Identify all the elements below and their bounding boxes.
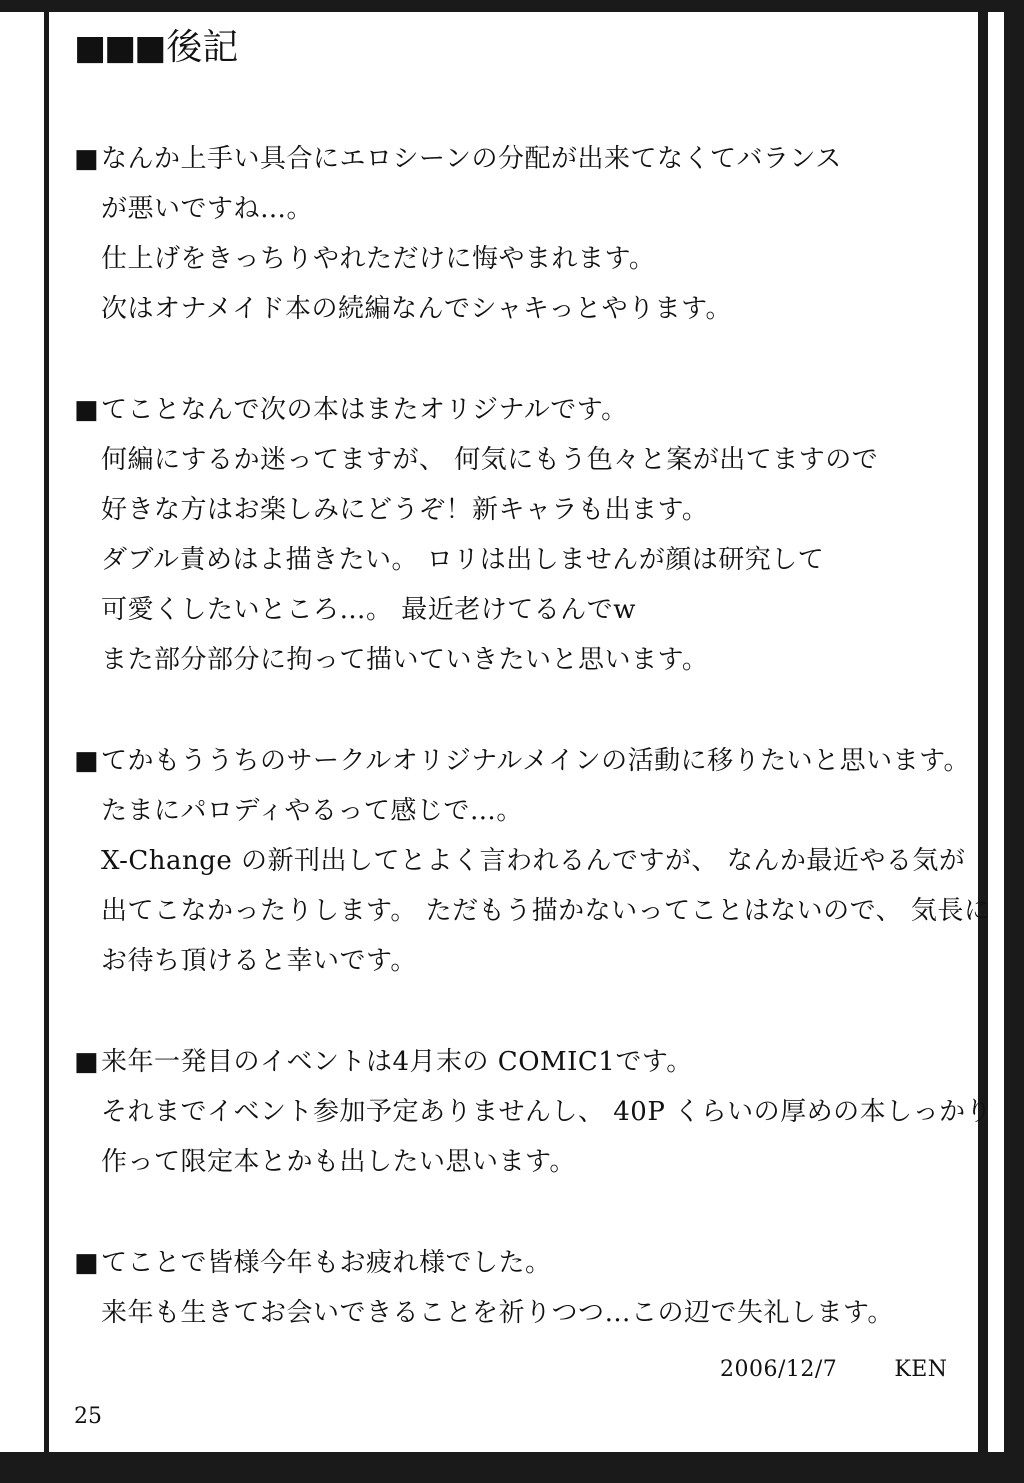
line-text: なんか上手い具合にエロシーンの分配が出来てなくてバランス [101,144,842,174]
paragraph [74,134,974,334]
paragraph-line: 好きな方はお楽しみにどうぞ！新キャラも出ます。 [101,495,709,525]
bullet-square: ■ [74,746,100,776]
page-title [74,24,238,72]
title-text: 後記 [166,27,239,68]
paragraph-line: ダブル責めはよ描きたい。 ロリは出しませんが顔は研究して [101,545,825,575]
bullet-square: ■ [74,395,100,425]
paragraph-line: X-Change の新刊出してとよく言われるんですが、 なんか最近やる気が [101,846,966,876]
page-border-left [44,12,49,1452]
page-border-right [978,12,988,1452]
signature-author: KEN [894,1357,948,1382]
bullet-square: ■ [74,144,100,174]
paragraph-line [74,1238,974,1288]
paragraph-line [74,385,974,435]
paragraph [74,385,974,685]
paragraph-line [74,736,974,786]
paragraph-line: 可愛くしたいところ…。 最近老けてるんでw [101,595,637,625]
page-border-top [0,0,1024,12]
paragraph-line: 次はオナメイド本の続編なんでシャキっとやります。 [101,294,733,324]
paragraph-line: が悪いですね…。 [101,194,314,224]
page-border-bottom [0,1452,1024,1483]
paragraph-line: また部分部分に拘って描いていきたいと思います。 [101,645,709,675]
title-squares: ■■■ [74,28,165,68]
signature-date: 2006/12/7 [720,1357,838,1382]
bullet-square: ■ [74,1248,100,1278]
signature [720,1354,948,1386]
page-number: 25 [74,1404,102,1429]
line-text: てかもううちのサークルオリジナルメインの活動に移りたいと思います。 [101,746,971,776]
paragraph-line: 来年も生きてお会いできることを祈りつつ…この辺で失礼します。 [101,1298,894,1328]
paragraph [74,1238,974,1338]
paragraph-line [74,1037,974,1087]
page-border-right-outer [1004,12,1024,1452]
paragraph-line: お待ち頂けると幸いです。 [101,946,417,976]
paragraph [74,1037,993,1187]
paragraph-line: 何編にするか迷ってますが、 何気にもう色々と案が出てますので [101,445,879,475]
paragraph-line: 作って限定本とかも出したい思います。 [101,1147,576,1177]
line-text: てことで皆様今年もお疲れ様でした。 [101,1248,552,1278]
paragraph-line: 仕上げをきっちりやれただけに悔やまれます。 [101,244,656,274]
bullet-square: ■ [74,1047,100,1077]
paragraph-line: それまでイベント参加予定ありませんし、 40P くらいの厚めの本しっかり [101,1097,993,1127]
paragraph-line [74,134,974,184]
paragraph-line: たまにパロディやるって感じで…。 [101,796,523,826]
line-text: てことなんで次の本はまたオリジナルです。 [101,395,628,425]
paragraph-line: 出てこなかったりします。 ただもう描かないってことはないので、 気長に [101,896,991,926]
afterword-body [74,134,993,1389]
paragraph [74,736,991,986]
line-text: 来年一発目のイベントは4月末の COMIC1です。 [101,1047,693,1077]
